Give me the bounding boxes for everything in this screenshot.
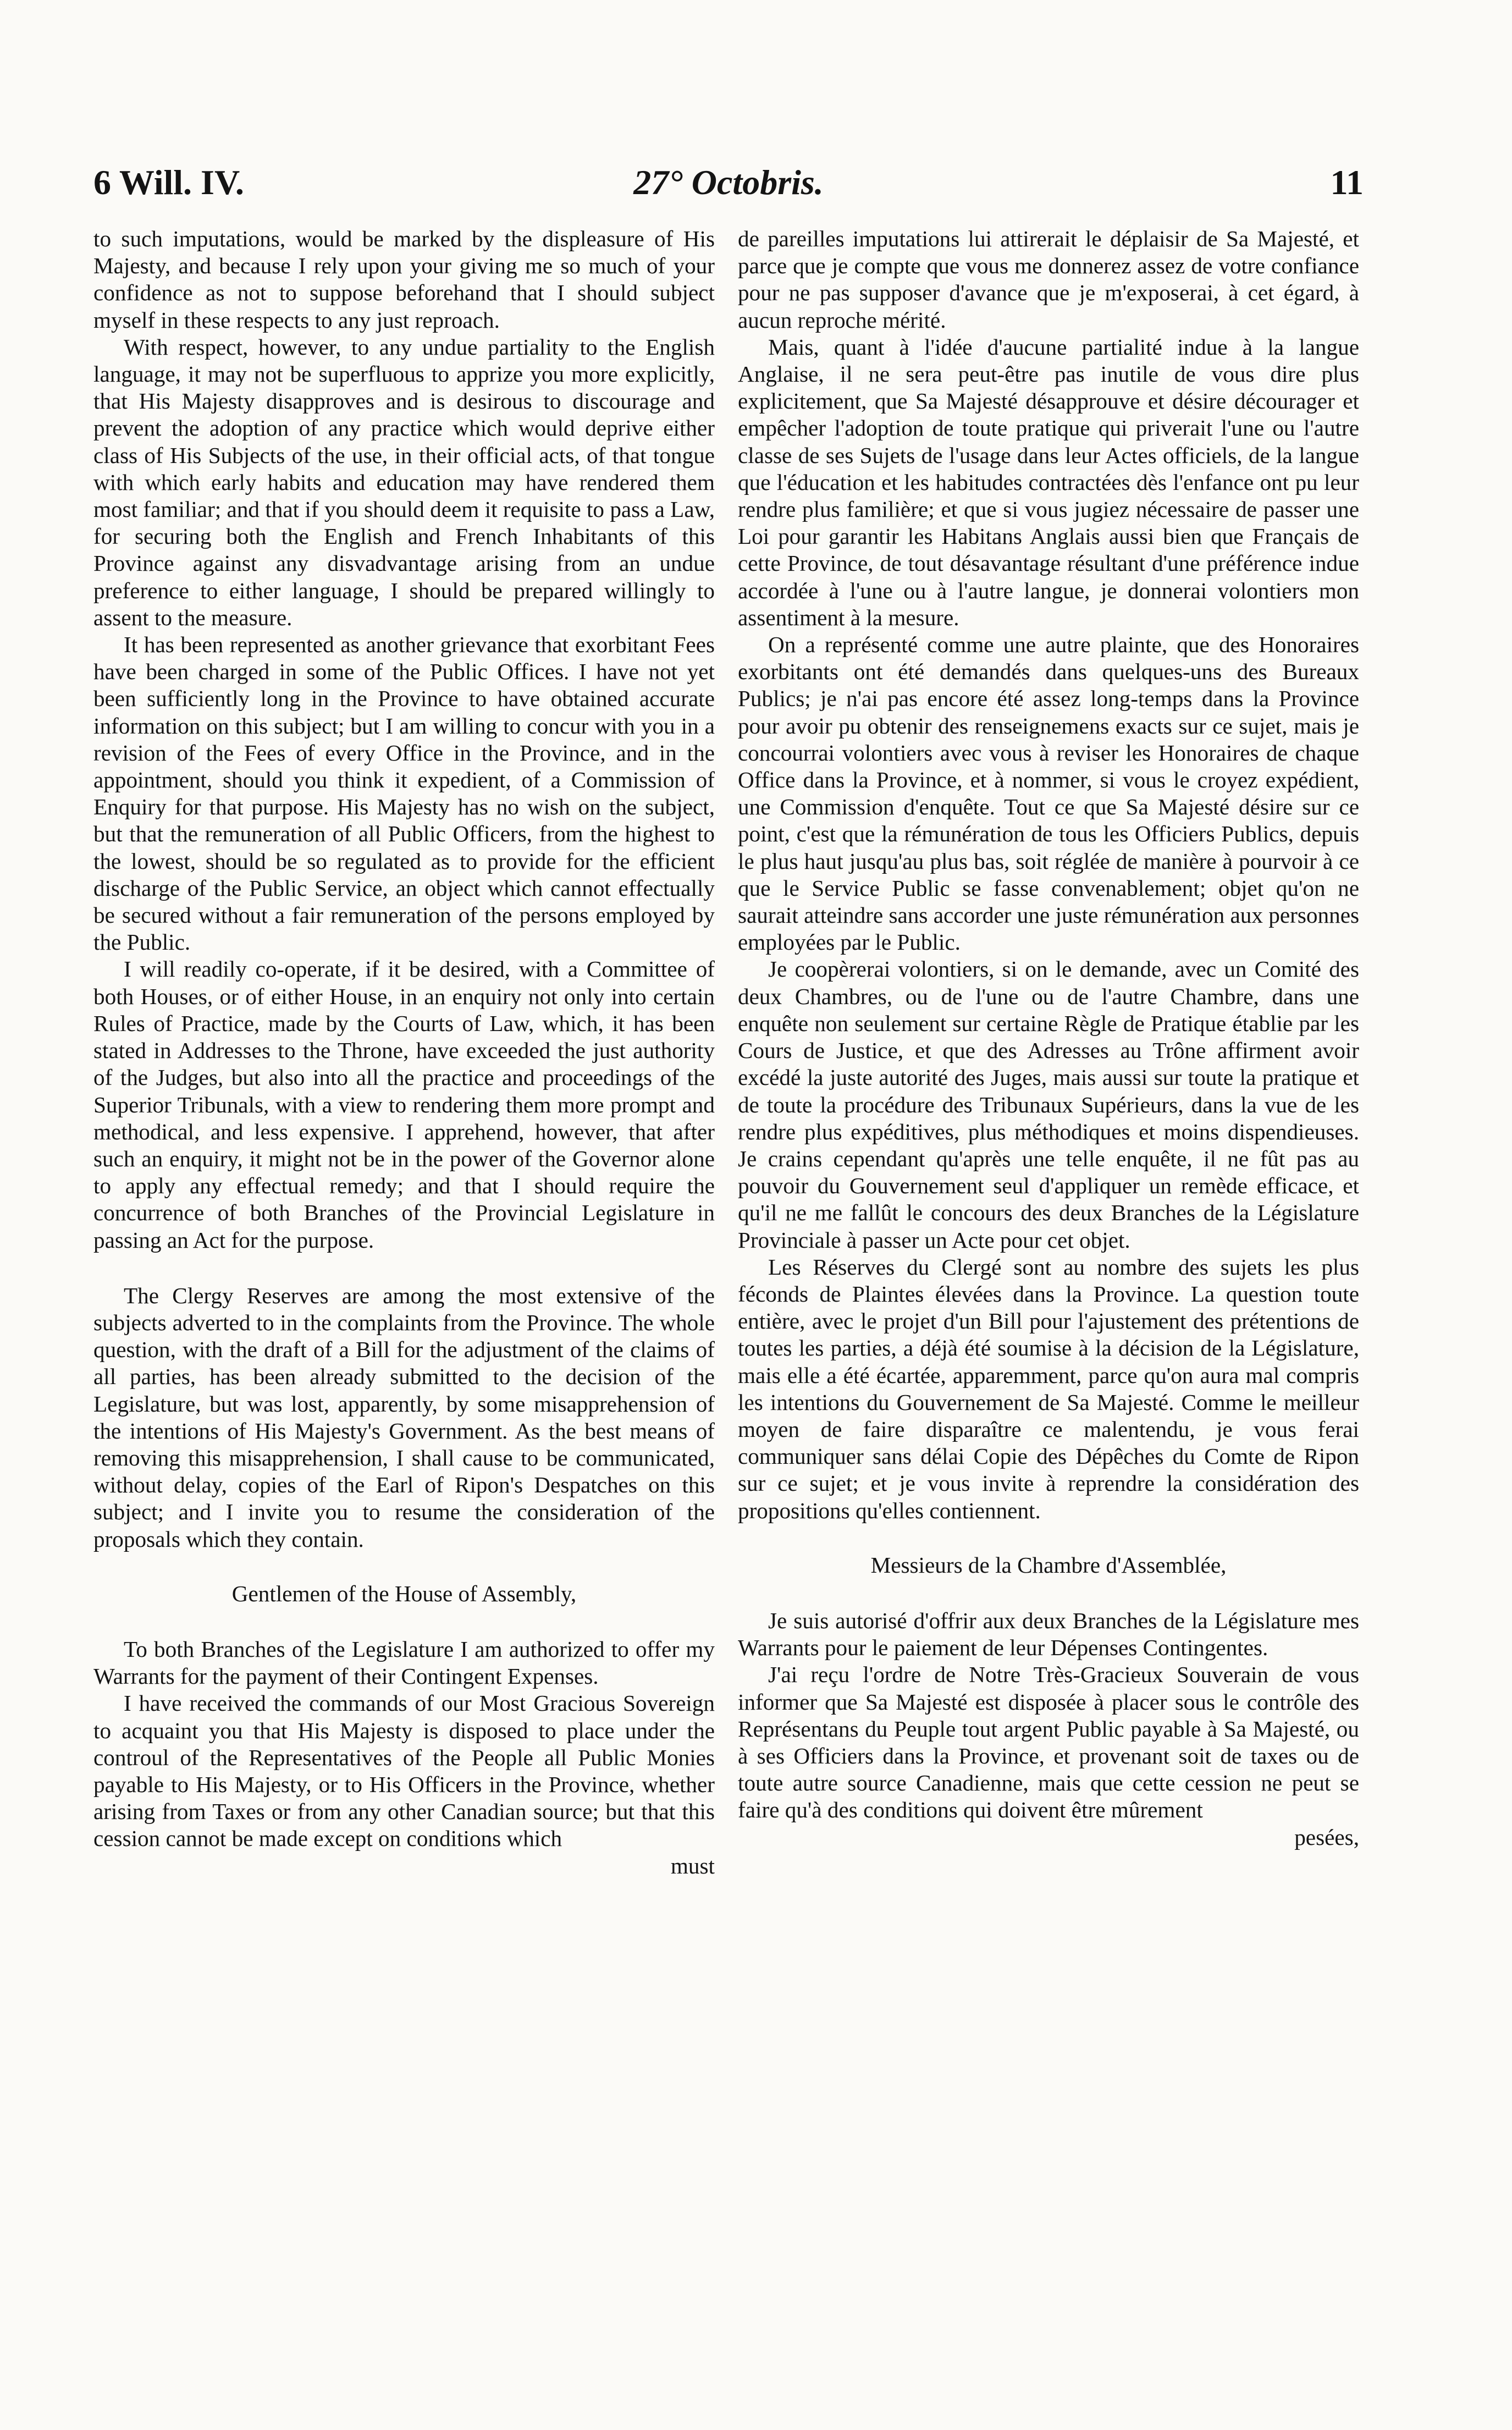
- fr-section-heading: Messieurs de la Chambre d'Assemblée,: [870, 1552, 1227, 1578]
- en-catchword: must: [670, 1853, 715, 1878]
- en-section-gap: [93, 1254, 715, 1282]
- en-paragraph-6: To both Branches of the Legislature I am authorized to offer my Warrants for the payment of their Contingent Expenses.: [93, 1636, 715, 1689]
- running-head-date: 27° Octobris.: [633, 163, 824, 202]
- en-section-heading: Gentlemen of the House of Assembly,: [231, 1580, 577, 1606]
- en-paragraph-1: to such imputations, would be marked by the displeasure of His Majesty, and because I rely upon your giving me so much of your confidence as not to suppose beforehand that I should subject myself in these respects to any just reproach.: [93, 226, 715, 333]
- fr-paragraph-1: de pareilles imputations lui attirerait le déplaisir de Sa Majesté, et parce que je compte que vous me donnerez assez de votre confiance pour ne pas supposer d'avance que je m'exposerai, à cet égard, à aucun reproche mérité.: [738, 226, 1359, 333]
- fr-paragraph-4: Je coopèrerai volontiers, si on le demande, avec un Comité des deux Chambres, ou de l'une ou de l'autre Chambre, dans une enquête non seulement sur certaine Règle de Pratique établie par les Cours de Justice, et que des Adresses au Trône affirment avoir excédé la juste autorité des Juges, mais aussi sur toute la pratique et de toute la procédure des Tribunaux Supérieurs, dans la vue de les rendre plus expéditives, plus méthodiques et moins dispendieuses. Je crains cependant qu'après une telle enquête, il ne fût pas au pouvoir du Gouvernement seul d'appliquer un remède efficace, et qu'il ne me fallût le concours des deux Branches de la Législature Provinciale à passer un Acte pour cet objet.: [738, 956, 1359, 1253]
- fr-paragraph-3: On a représenté comme une autre plainte, que des Honoraires exorbitants ont été demandés dans quelques-uns des Bureaux Publics; je n'ai pas encore été assez long-temps dans la Province pour avoir pu obtenir des renseignemens exacts sur ce sujet, mais je concourrai volontiers avec vous à reviser les Honoraires de chaque Office dans la Province, et à nommer, si vous le croyez expédient, une Commission d'enquête. Tout ce que Sa Majesté désire sur ce point, c'est que la rémunération de tous les Officiers Publics, depuis le plus haut jusqu'au plus bas, soit réglée de manière à pourvoir à ce que le Service Public se fasse convenablement; objet qu'on ne saurait atteindre sans accorder une juste rémunération aux personnes employées par le Public.: [738, 632, 1359, 955]
- french-column: [738, 225, 1359, 1851]
- en-paragraph-2: With respect, however, to any undue partiality to the English language, it may not be superfluous to apprize you more explicitly, that His Majesty disapproves and is desirous to discourage and prevent the adoption of any practice which would deprive either class of His Subjects of the use, in their official acts, of that tongue with which early habits and education may have rendered them most familiar; and that if you should deem it requisite to pass a Law, for securing both the English and French Inhabitants of this Province against any disvadvantage arising from an undue preference to either language, I should be prepared willingly to assent to the measure.: [93, 334, 715, 630]
- fr-paragraph-2: Mais, quant à l'idée d'aucune partialité indue à la langue Anglaise, il ne sera peut-être pas inutile de vous dire plus explicitement, que Sa Majesté désapprouve et désire décourager et empêcher l'adoption de toute pratique qui priverait l'une ou l'autre classe de ses Sujets de l'usage dans leur Actes officiels, de la langue que l'éducation et les habitudes contractées dès l'enfance ont pu leur rendre plus familière; et que si vous jugiez nécessaire de passer une Loi pour garantir les Habitans Anglais aussi bien que Français de cette Province, de tout désavantage résultant d'une préférence indue accordée à l'une ou à l'autre langue, je donnerai volontiers mon assentiment à la mesure.: [738, 334, 1359, 630]
- english-column: [93, 225, 715, 1880]
- en-paragraph-4: I will readily co-operate, if it be desired, with a Committee of both Houses, or of either House, in an enquiry not only into certain Rules of Practice, made by the Courts of Law, which, it has been stated in Addresses to the Throne, have exceeded the just authority of the Judges, but also into all the practice and proceedings of the Superior Tribunals, with a view to rendering them more prompt and methodical, and less expensive. I apprehend, however, that after such an enquiry, it might not be in the power of the Governor alone to apply any effectual remedy; and that I should require the concurrence of both Branches of the Provincial Legislature in passing an Act for the purpose.: [93, 956, 715, 1253]
- page-number: 11: [1330, 163, 1364, 202]
- en-paragraph-5: The Clergy Reserves are among the most extensive of the subjects adverted to in the complaints from the Province. The whole question, with the draft of a Bill for the adjustment of the claims of all parties, has been already submitted to the decision of the Legislature, but was lost, apparently, by some misapprehension of the intentions of His Majesty's Government. As the best means of removing this misapprehension, I shall cause to be communicated, without delay, copies of the Earl of Ripon's Despatches on this subject; and I invite you to resume the consideration of the proposals which they contain.: [93, 1282, 715, 1552]
- page-header: [93, 162, 1364, 212]
- running-head-left: 6 Will. IV.: [93, 163, 244, 202]
- fr-catchword: pesées,: [1294, 1824, 1359, 1850]
- fr-paragraph-7: J'ai reçu l'ordre de Notre Très-Gracieux Souverain de vous informer que Sa Majesté est disposée à placer sous le contrôle des Représentans du Peuple tout argent Public payable à Sa Majesté, ou à ses Officiers dans la Province, et provenant soit de taxes ou de toute autre source Canadienne, mais que cette cession ne peut se faire qu'à des conditions qui doivent être mûrement: [738, 1662, 1359, 1823]
- fr-paragraph-6: Je suis autorisé d'offrir aux deux Branches de la Législature mes Warrants pour le paiement de leur Dépenses Contingentes.: [738, 1607, 1359, 1661]
- en-paragraph-7: I have received the commands of our Most Gracious Sovereign to acquaint you that His Majesty is disposed to place under the controul of the Representatives of the People all Public Monies payable to His Majesty, or to His Officers in the Province, whether arising from Taxes or from any other Canadian source; but that this cession cannot be made except on conditions which: [93, 1690, 715, 1852]
- fr-paragraph-5: Les Réserves du Clergé sont au nombre des sujets les plus féconds de Plaintes élevées dans la Province. La question toute entière, avec le projet d'un Bill pour l'ajustement des prétentions de toutes les parties, a déjà été soumise à la décision de la Législature, mais elle a été écartée, apparemment, parce qu'on aura mal compris les intentions du Gouvernement de Sa Majesté. Comme le meilleur moyen de faire disparaître ce malentendu, je vous ferai communiquer sans délai Copie des Dépêches du Comte de Ripon sur ce sujet; et je vous invite à reprendre la considération des propositions qu'elles contiennent.: [738, 1254, 1359, 1523]
- en-paragraph-3: It has been represented as another grievance that exorbitant Fees have been charged in some of the Public Offices. I have not yet been sufficiently long in the Province to have obtained accurate information on this subject; but I am willing to concur with you in a revision of the Fees of every Office in the Province, and in the appointment, should you think it expedient, of a Commission of Enquiry for that purpose. His Majesty has no wish on the subject, but that the remuneration of all Public Officers, from the highest to the lowest, should be so regulated as to provide for the efficient discharge of the Public Service, an object which cannot effectually be secured without a fair remuneration of the persons employed by the Public.: [93, 632, 715, 955]
